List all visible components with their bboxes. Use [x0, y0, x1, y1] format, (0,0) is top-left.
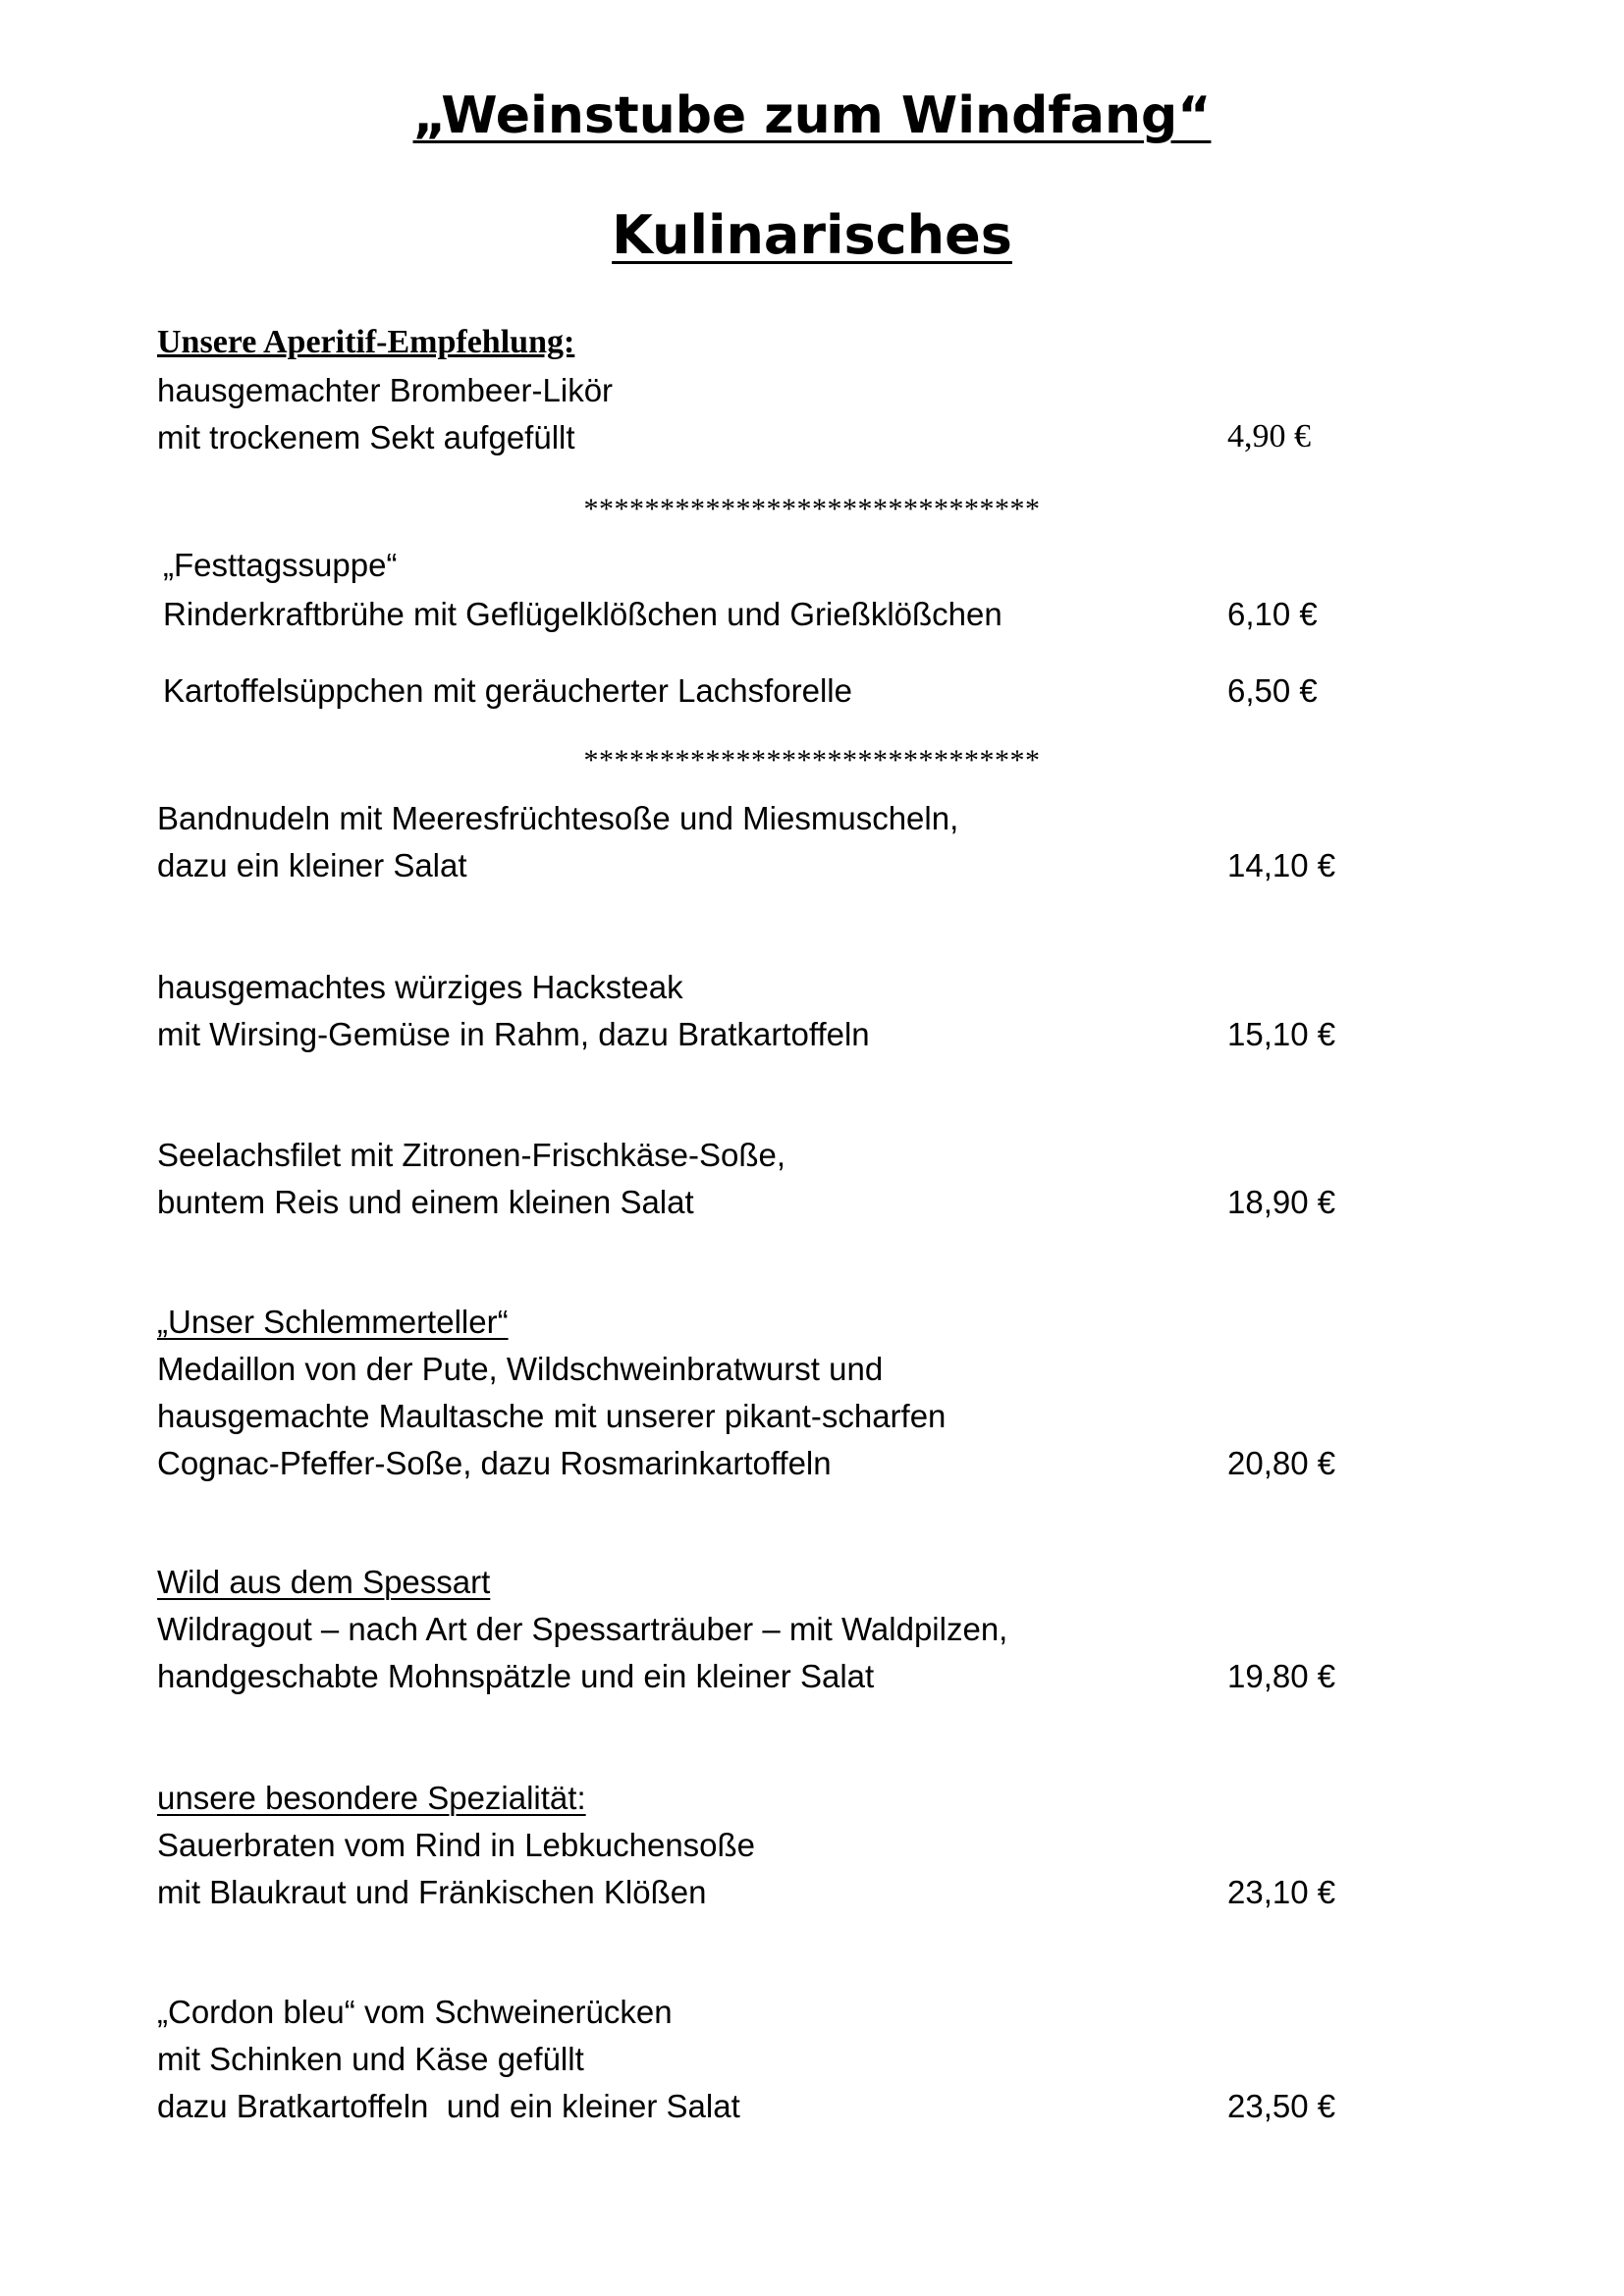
- menu-item-line: Sauerbraten vom Rind in Lebkuchensoße: [157, 1827, 756, 1863]
- menu-item-line: Cognac-Pfeffer-Soße, dazu Rosmarinkartoffeln: [157, 1445, 832, 1481]
- menu-item-title: unsere besondere Spezialität:: [157, 1780, 586, 1816]
- page-title: „Weinstube zum Windfang“: [412, 86, 1212, 145]
- menu-item-line: mit Schinken und Käse gefüllt: [157, 2041, 584, 2077]
- kartoffel-soup-price: 6,50 €: [1227, 672, 1318, 709]
- separator: ******************************: [583, 744, 1041, 776]
- menu-item-price: 14,10 €: [1227, 847, 1336, 883]
- menu-item-line: dazu Bratkartoffeln und ein kleiner Salat: [157, 2088, 740, 2124]
- menu-item-line: handgeschabte Mohnspätzle und ein kleiner Salat: [157, 1658, 875, 1694]
- menu-item-price: 23,10 €: [1227, 1874, 1336, 1910]
- separator: ******************************: [583, 493, 1041, 525]
- menu-item-line: Wildragout – nach Art der Spessarträuber – mit Waldpilzen,: [157, 1611, 1008, 1647]
- festtag-soup-price: 6,10 €: [1227, 596, 1318, 632]
- menu-item-line: Seelachsfilet mit Zitronen-Frischkäse-Soße,: [157, 1137, 786, 1173]
- menu-item-title: Wild aus dem Spessart: [157, 1564, 491, 1600]
- menu-item-line: Bandnudeln mit Meeresfrüchtesoße und Miesmuscheln,: [157, 800, 959, 836]
- menu-item-line: mit Blaukraut und Fränkischen Klößen: [157, 1874, 707, 1910]
- menu-item-price: 23,50 €: [1227, 2088, 1336, 2124]
- festtag-soup-label: „Festtagssuppe“: [163, 547, 398, 583]
- menu-item-line: mit Wirsing-Gemüse in Rahm, dazu Bratkartoffeln: [157, 1016, 870, 1052]
- festtag-soup-description: Rinderkraftbrühe mit Geflügelklößchen und Grießklößchen: [163, 596, 1002, 632]
- aperitif-line-2: mit trockenem Sekt aufgefüllt: [157, 419, 575, 455]
- page-subtitle: Kulinarisches: [612, 204, 1012, 266]
- menu-item-line: hausgemachte Maultasche mit unserer pikant-scharfen: [157, 1398, 947, 1434]
- menu-item-line: dazu ein kleiner Salat: [157, 847, 467, 883]
- menu-item-line: Medaillon von der Pute, Wildschweinbratwurst und: [157, 1351, 884, 1387]
- menu-item-price: 20,80 €: [1227, 1445, 1336, 1481]
- menu-item-line: hausgemachtes würziges Hacksteak: [157, 969, 683, 1005]
- aperitif-price: 4,90 €: [1227, 418, 1311, 454]
- aperitif-heading: Unsere Aperitif-Empfehlung:: [157, 324, 575, 360]
- menu-item-price: 15,10 €: [1227, 1016, 1336, 1052]
- menu-item-line: buntem Reis und einem kleinen Salat: [157, 1184, 694, 1220]
- menu-item-title: „Unser Schlemmerteller“: [157, 1304, 509, 1340]
- menu-item-price: 18,90 €: [1227, 1184, 1336, 1220]
- menu-item-price: 19,80 €: [1227, 1658, 1336, 1694]
- kartoffel-soup-description: Kartoffelsüppchen mit geräucherter Lachsforelle: [163, 672, 852, 709]
- aperitif-line-1: hausgemachter Brombeer-Likör: [157, 372, 614, 408]
- menu-item-line: „Cordon bleu“ vom Schweinerücken: [157, 1994, 673, 2030]
